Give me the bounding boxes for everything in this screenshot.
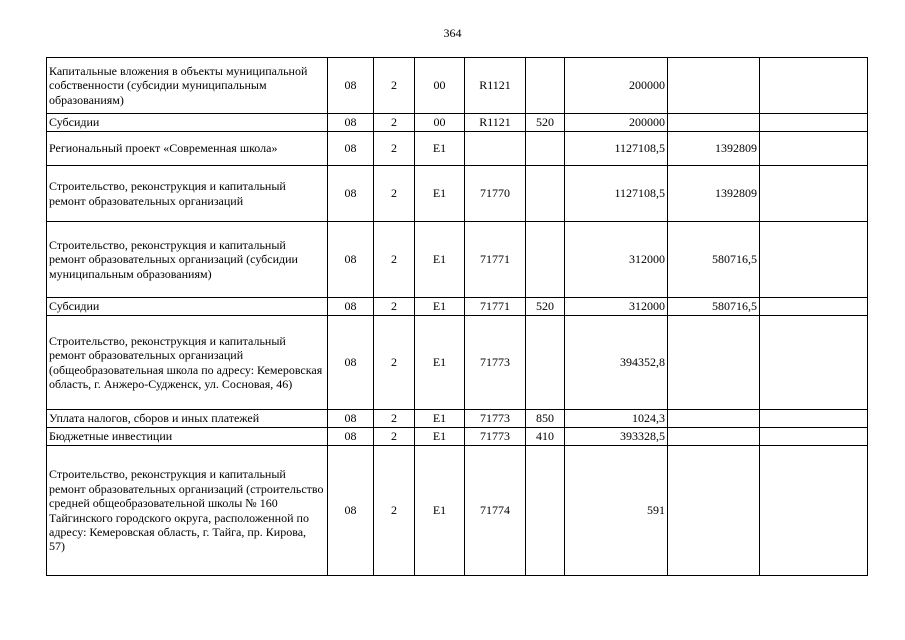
row-name: Строительство, реконструкция и капитальный ремонт образовательных организаций (общеобразовательная школа по адресу: Кемеровская область, г. Анжеро-Судженск, ул. Сосновая, 46) <box>47 316 328 410</box>
row-name: Региональный проект «Современная школа» <box>47 132 328 166</box>
row-value-1: 393328,5 <box>565 428 668 446</box>
row-sub: E1 <box>415 428 465 446</box>
row-name: Строительство, реконструкция и капитальный ремонт образовательных организаций <box>47 166 328 222</box>
table-row <box>47 132 868 166</box>
row-rz: 08 <box>328 410 374 428</box>
row-code: 71773 <box>465 316 526 410</box>
row-name: Субсидии <box>47 114 328 132</box>
row-pr: 2 <box>374 298 415 316</box>
table-row <box>47 410 868 428</box>
row-value-2 <box>668 410 760 428</box>
row-value-2 <box>668 428 760 446</box>
row-value-2 <box>668 446 760 576</box>
row-value-3 <box>760 58 868 114</box>
row-value-3 <box>760 316 868 410</box>
row-pr: 2 <box>374 222 415 298</box>
row-sub: E1 <box>415 222 465 298</box>
row-rz: 08 <box>328 298 374 316</box>
row-value-3 <box>760 166 868 222</box>
table-row <box>47 446 868 576</box>
row-vr <box>526 132 565 166</box>
row-vr <box>526 316 565 410</box>
row-vr: 520 <box>526 298 565 316</box>
row-pr: 2 <box>374 410 415 428</box>
row-rz: 08 <box>328 132 374 166</box>
row-value-2: 1392809 <box>668 132 760 166</box>
row-value-3 <box>760 446 868 576</box>
row-pr: 2 <box>374 446 415 576</box>
row-vr <box>526 446 565 576</box>
row-sub: E1 <box>415 410 465 428</box>
row-value-3 <box>760 298 868 316</box>
row-name: Строительство, реконструкция и капитальный ремонт образовательных организаций (строительство средней общеобразовательной школы № 160 Тайгинского городского округа, расположенной по адресу: Кемеровская область, г. Тайга, пр. Кирова, 57) <box>47 446 328 576</box>
row-code: 71773 <box>465 428 526 446</box>
row-value-1: 312000 <box>565 298 668 316</box>
row-name: Субсидии <box>47 298 328 316</box>
table-row <box>47 298 868 316</box>
row-value-2 <box>668 58 760 114</box>
row-code <box>465 132 526 166</box>
row-value-2: 1392809 <box>668 166 760 222</box>
row-value-3 <box>760 132 868 166</box>
row-value-2: 580716,5 <box>668 222 760 298</box>
table-row <box>47 222 868 298</box>
row-sub: E1 <box>415 132 465 166</box>
row-name: Уплата налогов, сборов и иных платежей <box>47 410 328 428</box>
row-code: 71771 <box>465 222 526 298</box>
row-vr: 520 <box>526 114 565 132</box>
row-code: 71771 <box>465 298 526 316</box>
table-row <box>47 58 868 114</box>
row-value-1: 1127108,5 <box>565 166 668 222</box>
budget-table-body <box>47 58 868 576</box>
row-pr: 2 <box>374 58 415 114</box>
row-pr: 2 <box>374 316 415 410</box>
row-value-3 <box>760 410 868 428</box>
row-code: R1121 <box>465 114 526 132</box>
row-sub: E1 <box>415 446 465 576</box>
row-vr <box>526 166 565 222</box>
row-value-3 <box>760 114 868 132</box>
row-vr <box>526 222 565 298</box>
row-value-1: 394352,8 <box>565 316 668 410</box>
row-rz: 08 <box>328 166 374 222</box>
row-rz: 08 <box>328 428 374 446</box>
row-sub: E1 <box>415 298 465 316</box>
row-sub: E1 <box>415 316 465 410</box>
row-code: 71773 <box>465 410 526 428</box>
table-row <box>47 114 868 132</box>
row-pr: 2 <box>374 428 415 446</box>
row-vr <box>526 58 565 114</box>
row-value-1: 591 <box>565 446 668 576</box>
row-value-1: 312000 <box>565 222 668 298</box>
table-row <box>47 428 868 446</box>
table-row <box>47 316 868 410</box>
page-number: 364 <box>443 26 462 40</box>
row-value-2: 580716,5 <box>668 298 760 316</box>
row-code: 71770 <box>465 166 526 222</box>
row-name: Строительство, реконструкция и капитальный ремонт образовательных организаций (субсидии муниципальным образованиям) <box>47 222 328 298</box>
row-name: Бюджетные инвестиции <box>47 428 328 446</box>
row-value-2 <box>668 316 760 410</box>
row-sub: 00 <box>415 58 465 114</box>
row-rz: 08 <box>328 316 374 410</box>
row-vr: 410 <box>526 428 565 446</box>
row-rz: 08 <box>328 222 374 298</box>
row-value-1: 1127108,5 <box>565 132 668 166</box>
row-value-2 <box>668 114 760 132</box>
row-value-1: 200000 <box>565 58 668 114</box>
row-value-1: 200000 <box>565 114 668 132</box>
table-row <box>47 166 868 222</box>
row-code: 71774 <box>465 446 526 576</box>
row-value-3 <box>760 428 868 446</box>
row-sub: 00 <box>415 114 465 132</box>
row-name: Капитальные вложения в объекты муниципальной собственности (субсидии муниципальным образованиям) <box>47 58 328 114</box>
row-value-1: 1024,3 <box>565 410 668 428</box>
row-rz: 08 <box>328 446 374 576</box>
row-pr: 2 <box>374 132 415 166</box>
row-code: R1121 <box>465 58 526 114</box>
row-vr: 850 <box>526 410 565 428</box>
row-sub: E1 <box>415 166 465 222</box>
budget-table <box>46 57 868 576</box>
row-pr: 2 <box>374 114 415 132</box>
row-rz: 08 <box>328 114 374 132</box>
row-rz: 08 <box>328 58 374 114</box>
row-value-3 <box>760 222 868 298</box>
row-pr: 2 <box>374 166 415 222</box>
